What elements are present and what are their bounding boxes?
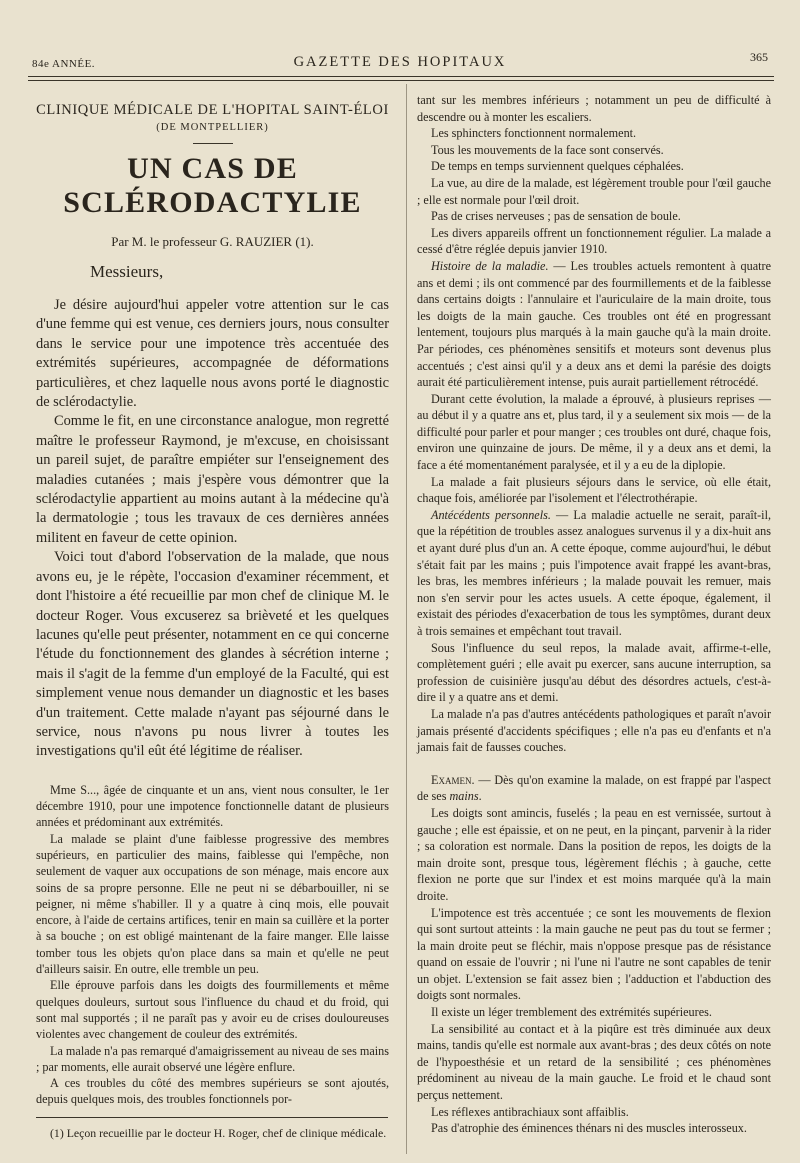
issue-label: 84e ANNÉE. xyxy=(32,58,96,70)
right-column xyxy=(417,92,771,1137)
paragraph: Les doigts sont amincis, fuselés ; la peau en est vernissée, surtout à gauche ; elle est épaissie, et on ne peut, en la pinçant, parvenir à la rider ; sa coloration est normale. Dans la position de repos, les doigts de la main droite sont, presque tous, légèrement fléchis ; à gauche, cette flexion ne porte que sur l'index et est moins marquée qu'à la main droite. xyxy=(417,805,771,903)
paragraph: La sensibilité au contact et à la piqûre est très diminuée aux deux mains, tandis qu'elle est normale aux avant-bras ; des deux côtés on note de l'hypoesthésie et un retard de la sensibilité ; ces phénomènes prédominent au niveau de la main gauche. Le froid et le chaud sont perçus nettement. xyxy=(417,1021,771,1103)
antecedents-paragraph xyxy=(417,507,771,640)
lecture-text xyxy=(36,296,389,762)
paragraph: Comme le fit, en une circonstance analogue, mon regretté maître le professeur Raymond, je m'excuse, en choisissant un pareil sujet, de paraître empiéter sur l'enseignement des maladies cutanées ; mais j'espère vous démontrer que la sclérodactylie appartient au moins autant à la médecine qu'à la dermatologie ; tous les travaux de ces dernières années militent en faveur de cette opinion. xyxy=(36,413,389,546)
paragraph: Les réflexes antibrachiaux sont affaiblis. xyxy=(431,1104,629,1119)
paragraph: Voici tout d'abord l'observation de la malade, que nous avons eu, je le répète, l'occasion d'examiner récemment, et dont l'histoire a été recueillie par mon chef de clinique M. le docteur Roger. Vous excuserez sa brièveté et les quelques lacunes qu'elle peut présenter, notamment en ce qui concerne l'étude du fonctionnement des glandes à sécrétion interne ; mais il s'agit de la femme d'un employé de la Faculté, qui est simplement venue nous demander un diagnostic et les bases d'un traitement. Cette malade n'ayant pas séjourné dans le service, nous n'avons pu nous livrer à toutes les investigations qu'il eût été légitime de réaliser. xyxy=(36,549,389,760)
article-title: UN CAS DE SCLÉRODACTYLIE xyxy=(63,152,362,219)
paragraph: Il existe un léger tremblement des extrémités supérieures. xyxy=(431,1005,712,1020)
paragraph: Pas d'atrophie des éminences thénars ni des muscles interosseux. xyxy=(431,1121,747,1136)
footnote-rule xyxy=(36,1117,388,1118)
paragraph: La malade se plaint d'une faiblesse progressive des membres supérieurs, en particulier des mains, faiblesse qui l'empêche, non seulement de vaquer aux occupations de son ménage, mais encore aux soins de sa propre personne. Elle ne peut ni se débarbouiller, ni se peigner, ni même s'habiller. Il y a quatre à cinq mois, elle pouvait encore, à l'aide de certains artifices, tenir en main sa cuillère et la porter à sa bouche ; on est obligé maintenant de la faire manger. Elle laisse tomber tous les objets qu'on place dans sa main et qu'elle ne peut d'ailleurs saisir. En outre, elle tremble un peu. xyxy=(36,831,389,977)
exam-paragraph xyxy=(417,772,771,805)
paragraph: tant sur les membres inférieurs ; notamment un peu de difficulté à descendre ou à monter les escaliers. xyxy=(417,93,771,124)
paragraph: Je désire aujourd'hui appeler votre attention sur le cas d'une femme qui est venue, ces derniers jours, nous consulter dans le service pour une impotence très accentuée des extrémités supérieures, accompagnée de déformations particulières, et chez laquelle nous avons porté le diagnostic de sclérodactylie. xyxy=(36,297,389,411)
paragraph: De temps en temps surviennent quelques céphalées. xyxy=(431,159,684,174)
left-column xyxy=(36,92,389,1141)
paragraph: La vue, au dire de la malade, est légèrement trouble pour l'œil gauche ; elle est normale pour l'œil droit. xyxy=(417,175,771,207)
observation-text xyxy=(36,782,389,1108)
exam-text-end: . xyxy=(478,789,482,804)
header-rule-double xyxy=(28,80,774,81)
paragraph: A ces troubles du côté des membres supérieurs se sont ajoutés, depuis quelques mois, des troubles fonctionnels por- xyxy=(36,1076,389,1107)
header-rule xyxy=(28,76,774,77)
history-label: Histoire de la maladie. xyxy=(431,258,549,273)
paragraph: Les divers appareils offrent un fonctionnement régulier. La malade a cessé d'être réglée depuis janvier 1910. xyxy=(417,225,771,257)
column-divider xyxy=(406,84,407,1154)
salutation: Messieurs, xyxy=(90,262,164,281)
exam-italic: mains xyxy=(449,789,479,804)
exam-text: — Dès qu'on examine la malade, on est frappé par l'aspect de ses xyxy=(417,772,771,804)
antecedents-label: Antécédents personnels. xyxy=(431,507,551,522)
article-author: Par M. le professeur G. RAUZIER (1). xyxy=(111,234,314,249)
page-header xyxy=(30,50,770,74)
paragraph: Elle éprouve parfois dans les doigts des fourmillements et même quelques douleurs, surtout sous l'influence du chaud et du froid, qui sont mal supportés ; il ne paraît pas y avoir eu de crises douloureuses violentes avec changement de couleur des extrémités. xyxy=(36,978,389,1042)
footnote-text: (1) Leçon recueillie par le docteur H. Roger, chef de clinique médicale. xyxy=(50,1125,387,1140)
paragraph: La malade n'a pas remarqué d'amaigrissement au niveau de ses mains ; par moments, elle aurait observé une légère enflure. xyxy=(36,1043,389,1074)
paragraph: Sous l'influence du seul repos, la malade avait, affirme-t-elle, complètement guéri ; elle avait pu exercer, sans aucune interruption, sa profession de cuisinière jusqu'au début des désordres actuels, c'est-à-dire il y a quatre ans et demi. xyxy=(417,640,771,705)
paragraph: Durant cette évolution, la malade a éprouvé, à plusieurs reprises — au début il y a quatre ans et, plus tard, il y a seulement six mois — de la difficulté pour parler et pour manger ; ces troubles ont duré, chaque fois, environ une quinzaine de jours. De même, il y a deux ans et demi, la face a été momentanément paralysée, et il y a eu de la diplopie. xyxy=(417,391,771,473)
history-text: — Les troubles actuels remontent à quatre ans et demi ; ils ont commencé par des fourmillements et de la faiblesse dans certains doigts : l'annulaire et l'auriculaire de la main droite, tous les doigts de la main gauche. Ces troubles ont été en progressant lentement, toujours plus marqués à la main gauche qu'à la main droite. Par périodes, ces phénomènes sensitifs et moteurs sont devenus plus accentués ; c'est ainsi qu'il y a deux ans et demi la parésie des doigts aurait été particulièrement intense, puis aurait partiellement rétrocédé. xyxy=(417,258,771,390)
paragraph: Les sphincters fonctionnent normalement. xyxy=(431,126,637,141)
journal-title: GAZETTE DES HOPITAUX xyxy=(293,54,507,70)
antecedents-text: — La maladie actuelle ne serait, paraît-il, que la répétition de troubles assez analogues survenus il y a dix-huit ans et ayant duré plus d'un an. A cette époque, comme aujourd'hui, le début s'était fait par les mains ; puis l'impotence avait frappé les avant-bras, les bras, les membres inférieurs ; la malade pouvait les remuer, mais non s'en servir pour les actes usuels. A cette époque, également, il existait des périodes d'exacerbation de tous les symptômes, durant deux à trois semaines et empêchant tout travail. xyxy=(417,507,771,638)
history-paragraph xyxy=(417,258,771,391)
paragraph: L'impotence est très accentuée ; ce sont les mouvements de flexion qui sont surtout atteints : la main gauche ne peut pas du tout se fermer ; la main droite peut se fléchir, mais n'oppose presque pas de résistance quand on essaie de l'ouvrir ; ni l'une ni l'autre ne sont capables de tenir un objet. L'extension se fait assez bien ; l'adduction et l'abduction des doigts sont normales. xyxy=(417,905,771,1003)
paragraph: La malade a fait plusieurs séjours dans le service, où elle était, chaque fois, améliorée par l'isolement et l'électrothérapie. xyxy=(417,474,771,506)
clinic-heading: CLINIQUE MÉDICALE DE L'HOPITAL SAINT-ÉLOI xyxy=(36,102,389,118)
paragraph: Tous les mouvements de la face sont conservés. xyxy=(431,142,664,157)
footnote xyxy=(36,1126,389,1141)
paragraph: La malade n'a pas d'autres antécédents pathologiques et paraît n'avoir jamais présenté d'accidents spécifiques ; elle n'a pas eu d'enfants et n'a jamais fait de fausses couches. xyxy=(417,706,771,755)
clinic-subheading: (DE MONTPELLIER) xyxy=(156,122,269,133)
paragraph: Pas de crises nerveuses ; pas de sensation de boule. xyxy=(431,209,681,224)
page-number: 365 xyxy=(750,50,768,64)
paragraph: Mme S..., âgée de cinquante et un ans, vient nous consulter, le 1er décembre 1910, pour une impotence fonctionnelle datant de plusieurs années et prédominant aux extrémités. xyxy=(36,782,389,830)
exam-label: Examen. xyxy=(431,772,475,787)
title-rule xyxy=(193,143,233,144)
